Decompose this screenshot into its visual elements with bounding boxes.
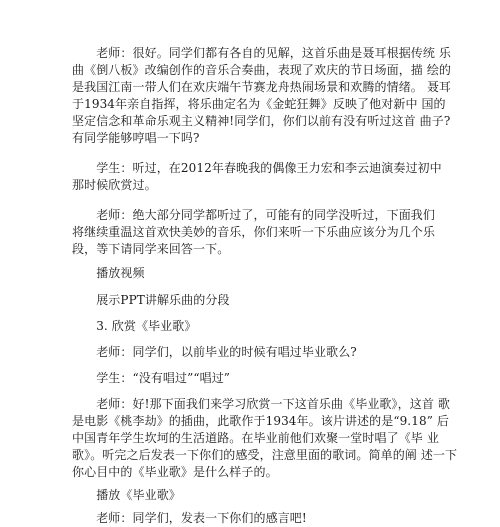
paragraph-teacher-question [72,344,448,361]
text-line: 老师：同学们，以前毕业的时候有唱过毕业歌么? [72,345,357,359]
paragraph-play-video [72,265,448,282]
paragraph-teacher-intro [72,45,452,147]
text-line: 老师：绝大部分同学都听过了，可能有的同学没听过，下面我们 [72,208,436,222]
text-line: 老师：同学们，发表一下你们的感言吧! [72,511,307,525]
paragraph-teacher-review [72,207,448,258]
text-line: 将继续重温这首欢快美妙的音乐，你们来听一下乐曲应该分为几个乐 [72,225,436,239]
text-line: 坚定信念和革命乐观主义精神!同学们，你们以前有没有听过这首 曲子? [72,114,451,128]
text-line: 展示PPT讲解乐曲的分段 [72,293,230,307]
paragraph-show-ppt [72,292,448,309]
text-line: 你心目中的《毕业歌》是什么样子的。 [72,465,278,479]
text-line: 播放《毕业歌》 [72,488,181,502]
paragraph-teacher-prompt [72,510,448,527]
text-line: 3. 欣赏《毕业歌》 [72,319,197,333]
text-line: 中国青年学生坎坷的生活道路。在毕业前他们欢聚一堂时唱了《毕 业 [72,431,439,445]
text-line: 学生：听过，在2012年春晚我的偶像王力宏和李云迪演奏过初中 [72,161,442,175]
paragraph-student-reply [72,370,448,387]
text-line: 播放视频 [72,266,145,280]
text-line: 有同学能够哼唱一下吗? [72,131,200,145]
paragraph-student-answer [72,160,448,194]
text-line: 曲《倒八板》改编创作的音乐合奏曲，表现了欢庆的节日场面，描 绘的 [72,63,452,77]
paragraph-section-heading [72,318,448,335]
text-line: 段，等下请同学来回答一下。 [72,242,230,256]
text-line: 是我国江南一带人们在欢庆端午节赛龙舟热闹场景和欢腾的情绪。 聂耳 [72,80,452,94]
text-line: 于1934年亲自指挥，将乐曲定名为《金蛇狂舞》反映了他对新中 国的 [72,97,446,111]
text-line: 是电影《桃李劫》的插曲，此歌作于1934年。该片讲述的是“9.18” 后 [72,414,449,428]
text-line: 歌》。听完之后发表一下你们的感受，注意里面的歌词。简单的阐 述一下 [72,448,458,462]
paragraph-play-song [72,487,448,504]
text-line: 老师：很好。同学们都有各自的见解，这首乐曲是聂耳根据传统 乐 [72,46,452,60]
text-line: 学生：“没有唱过”“唱过” [72,371,231,385]
paragraph-teacher-song-intro [72,396,458,481]
text-line: 老师：好!那下面我们来学习欣赏一下这首乐曲《毕业歌》，这首 歌 [72,397,450,411]
text-line: 那时候欣赏过。 [72,178,157,192]
